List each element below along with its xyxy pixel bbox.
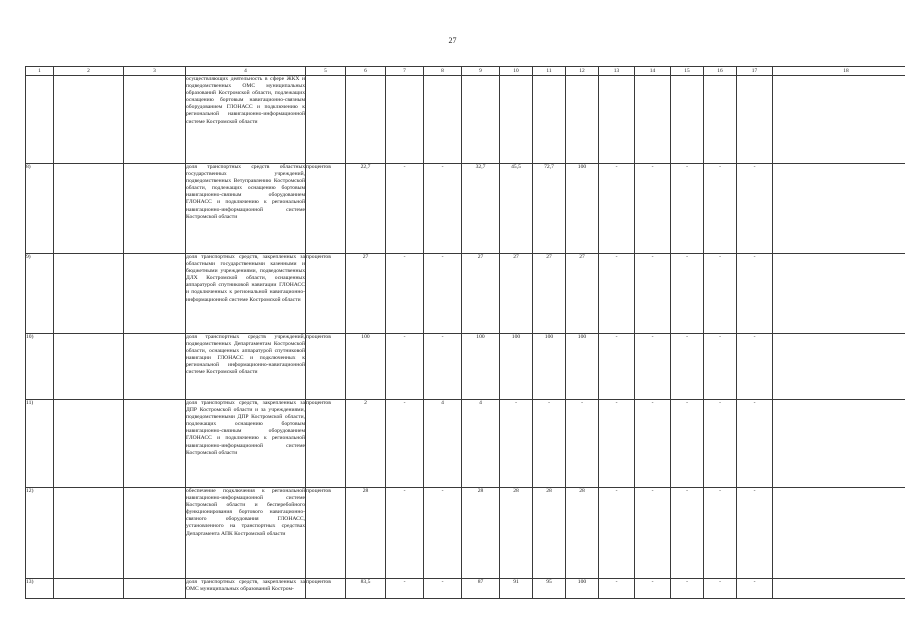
value-cell: -	[671, 334, 704, 400]
value-cell: -	[635, 488, 671, 579]
empty-cell	[773, 579, 905, 599]
row-number: 12)	[26, 488, 54, 579]
table-row	[26, 400, 905, 488]
value-cell: 100	[533, 334, 566, 400]
value-cell: -	[737, 400, 773, 488]
table-row	[26, 334, 905, 400]
unit-cell	[306, 76, 346, 164]
value-cell	[462, 76, 500, 164]
value-cell: 27	[462, 254, 500, 334]
value-cell: 22,7	[346, 164, 386, 254]
column-number: 15	[671, 67, 704, 76]
value-cell: 45,5	[500, 164, 533, 254]
value-cell: 100	[566, 334, 599, 400]
empty-cell	[54, 334, 124, 400]
row-number: 13)	[26, 579, 54, 599]
column-number: 18	[773, 67, 905, 76]
column-number: 13	[599, 67, 635, 76]
empty-cell	[773, 400, 905, 488]
value-cell: 28	[566, 488, 599, 579]
empty-cell	[54, 579, 124, 599]
value-cell: -	[635, 579, 671, 599]
empty-cell	[124, 254, 186, 334]
value-cell: -	[599, 579, 635, 599]
column-number: 14	[635, 67, 671, 76]
value-cell: -	[704, 254, 737, 334]
column-number: 1	[26, 67, 54, 76]
unit-cell: процентов	[306, 579, 346, 599]
column-number: 12	[566, 67, 599, 76]
value-cell: 27	[566, 254, 599, 334]
value-cell: -	[424, 334, 462, 400]
value-cell: -	[704, 164, 737, 254]
value-cell: -	[704, 400, 737, 488]
value-cell	[566, 76, 599, 164]
indicator-description: доля транспортных средств, закрепленных за ДПР Костромской области и за учреждениями, подведомственными ДПР Костромской области, подлежащих оснащению бортовым навигационно-связным оборудованием ГЛОНАСС и подключению к региональной навигационно-информационной системе Костромской области	[186, 400, 306, 488]
value-cell: 100	[566, 164, 599, 254]
indicator-description: обеспечение подключения к региональной навигационно-информационной системе Костромской области и бесперебойного функционирования бортового навигационно-связного оборудования ГЛОНАСС, установленного на транспортных средствах Департамента АПК Костромской области	[186, 488, 306, 579]
value-cell: -	[424, 254, 462, 334]
value-cell: -	[599, 334, 635, 400]
value-cell: -	[737, 254, 773, 334]
value-cell: 95	[533, 579, 566, 599]
value-cell: -	[386, 254, 424, 334]
value-cell: 91	[500, 579, 533, 599]
column-number: 4	[186, 67, 306, 76]
unit-cell: процентов	[306, 254, 346, 334]
value-cell: -	[671, 579, 704, 599]
value-cell: -	[635, 164, 671, 254]
unit-cell: процентов	[306, 164, 346, 254]
value-cell: -	[424, 579, 462, 599]
value-cell	[635, 76, 671, 164]
table-row	[26, 164, 905, 254]
value-cell: 2	[346, 400, 386, 488]
empty-cell	[773, 488, 905, 579]
value-cell: 4	[462, 400, 500, 488]
value-cell: -	[500, 400, 533, 488]
value-cell: -	[566, 400, 599, 488]
value-cell: 100	[500, 334, 533, 400]
row-number: 11)	[26, 400, 54, 488]
column-number: 6	[346, 67, 386, 76]
value-cell: 83,5	[346, 579, 386, 599]
value-cell: -	[704, 488, 737, 579]
value-cell: -	[671, 488, 704, 579]
value-cell: -	[386, 488, 424, 579]
empty-cell	[124, 400, 186, 488]
empty-cell	[124, 579, 186, 599]
value-cell: 28	[500, 488, 533, 579]
value-cell	[671, 76, 704, 164]
empty-cell	[124, 488, 186, 579]
value-cell: 27	[500, 254, 533, 334]
empty-cell	[124, 76, 186, 164]
value-cell: -	[386, 334, 424, 400]
value-cell: 100	[566, 579, 599, 599]
value-cell: -	[635, 334, 671, 400]
table-row	[26, 579, 905, 599]
empty-cell	[773, 164, 905, 254]
value-cell: -	[599, 164, 635, 254]
value-cell: 28	[462, 488, 500, 579]
page-number: 27	[448, 36, 457, 45]
value-cell	[599, 76, 635, 164]
empty-cell	[773, 76, 905, 164]
value-cell: 4	[424, 400, 462, 488]
value-cell: -	[386, 579, 424, 599]
empty-cell	[54, 400, 124, 488]
value-cell: 87	[462, 579, 500, 599]
value-cell: -	[424, 164, 462, 254]
column-number: 16	[704, 67, 737, 76]
empty-cell	[54, 76, 124, 164]
value-cell	[704, 76, 737, 164]
value-cell: -	[737, 164, 773, 254]
value-cell	[737, 76, 773, 164]
indicator-description: доля транспортных средств областных государственных учреждений, подведомственных Ветуправлению Костромской области, подлежащих оснащению бортовым навигационно-связным оборудованием ГЛОНАСС и подключению к региональной навигационно-информационной системе Костромской области	[186, 164, 306, 254]
unit-cell: процентов	[306, 334, 346, 400]
row-number: 8)	[26, 164, 54, 254]
indicators-table	[25, 66, 905, 599]
value-cell	[533, 76, 566, 164]
value-cell: -	[737, 579, 773, 599]
value-cell: 28	[533, 488, 566, 579]
empty-cell	[773, 334, 905, 400]
value-cell: 32,7	[462, 164, 500, 254]
value-cell: 27	[533, 254, 566, 334]
value-cell: -	[635, 254, 671, 334]
empty-cell	[124, 164, 186, 254]
empty-cell	[54, 164, 124, 254]
value-cell: 100	[346, 334, 386, 400]
column-number: 2	[54, 67, 124, 76]
empty-cell	[54, 488, 124, 579]
value-cell: -	[737, 488, 773, 579]
value-cell	[386, 76, 424, 164]
value-cell: -	[386, 164, 424, 254]
value-cell: -	[424, 488, 462, 579]
value-cell: 28	[346, 488, 386, 579]
value-cell: -	[599, 488, 635, 579]
column-number: 8	[424, 67, 462, 76]
value-cell: 27	[346, 254, 386, 334]
table-row	[26, 76, 905, 164]
value-cell	[500, 76, 533, 164]
value-cell: 72,7	[533, 164, 566, 254]
value-cell: -	[599, 400, 635, 488]
column-number: 11	[533, 67, 566, 76]
value-cell: -	[635, 400, 671, 488]
indicator-description: осуществляющих деятельность в сфере ЖКХ и подведомственных ОМС муниципальных образований Костромской области, подлежащих оснащению бортовым навигационно-связным оборудованием ГЛОНАСС и подключению к региональной навигационно-информационной системе Костромской области	[186, 76, 306, 164]
column-number-row	[26, 67, 905, 76]
value-cell: -	[671, 400, 704, 488]
indicator-description: доля транспортных средств, закрепленных за областными государственными казенными и бюджетными учреждениями, подведомственных ДЛХ Костромской области, оснащенных аппаратурой спутниковой навигации ГЛОНАСС и подключенных к региональной навигационно-информационной системе Костромской области	[186, 254, 306, 334]
unit-cell: процентов	[306, 400, 346, 488]
column-number: 5	[306, 67, 346, 76]
empty-cell	[773, 254, 905, 334]
value-cell: -	[671, 254, 704, 334]
empty-cell	[124, 334, 186, 400]
column-number: 17	[737, 67, 773, 76]
row-number: 9)	[26, 254, 54, 334]
table-row	[26, 488, 905, 579]
indicator-description: доля транспортных средств учреждений, подведомственных Департаментам Костромской области, оснащенных аппаратурой спутниковой навигации ГЛОНАСС и подключенных к региональной информационно-навигационной системе Костромской области	[186, 334, 306, 400]
value-cell	[424, 76, 462, 164]
value-cell: 100	[462, 334, 500, 400]
value-cell	[346, 76, 386, 164]
value-cell: -	[599, 254, 635, 334]
table-row	[26, 254, 905, 334]
unit-cell: процентов	[306, 488, 346, 579]
row-number	[26, 76, 54, 164]
value-cell: -	[671, 164, 704, 254]
value-cell: -	[533, 400, 566, 488]
column-number: 10	[500, 67, 533, 76]
value-cell: -	[737, 334, 773, 400]
column-number: 9	[462, 67, 500, 76]
row-number: 10)	[26, 334, 54, 400]
indicator-description: доля транспортных средств, закрепленных за ОМС муниципальных образований Костром-	[186, 579, 306, 599]
column-number: 7	[386, 67, 424, 76]
value-cell: -	[704, 334, 737, 400]
value-cell: -	[386, 400, 424, 488]
empty-cell	[54, 254, 124, 334]
column-number: 3	[124, 67, 186, 76]
value-cell: -	[704, 579, 737, 599]
